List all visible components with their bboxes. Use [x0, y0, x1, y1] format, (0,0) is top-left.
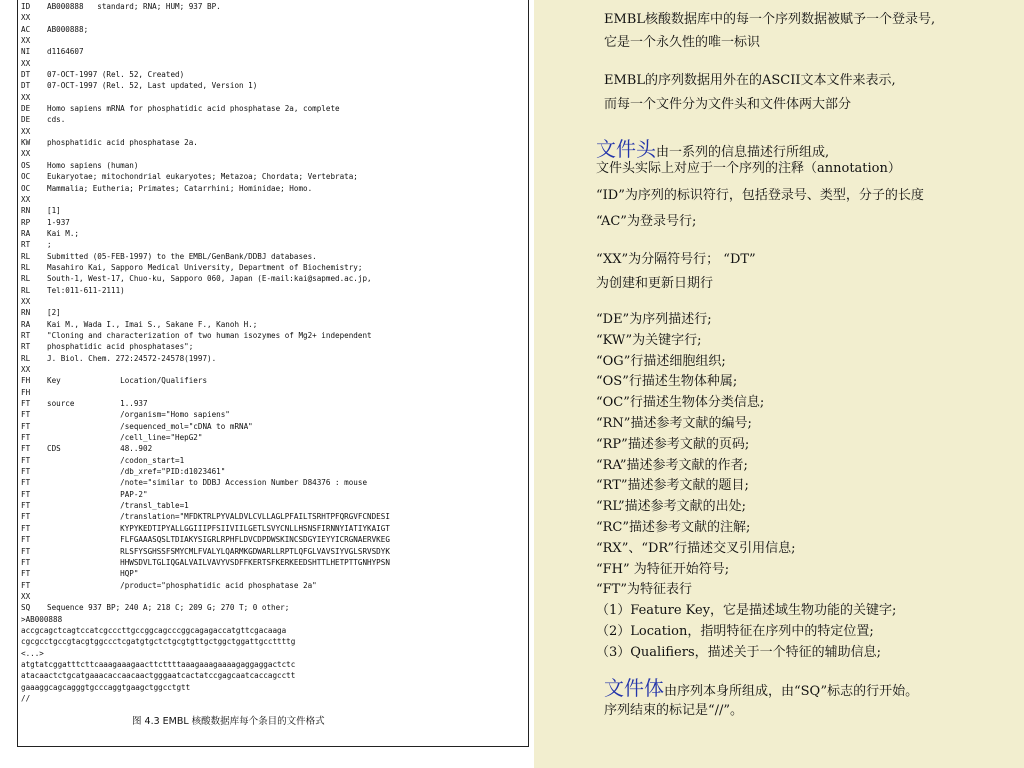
line-code: FT [21, 444, 31, 454]
file-header-desc: 由一系列的信息描述行所组成, [656, 145, 830, 160]
line-content: Submitted (05-FEB-1997) to the EMBL/GenBank/DDBJ databases. [47, 251, 317, 261]
line-code: FT [21, 433, 31, 443]
line-content: RLSFYSGHSSFSMYCMLFVALYLQARMKGDWARLLRPTLQFGLVAVSIYVGLSRVSDYK [47, 546, 390, 556]
embl-row [21, 183, 526, 194]
embl-row [21, 353, 526, 364]
line-code: RP [21, 217, 31, 227]
line-content: "Cloning and characterization of two human isozymes of Mg2+ independent [47, 330, 372, 340]
line-content: cds. [47, 115, 66, 125]
field-descriptions [596, 310, 896, 664]
line-content: /codon_start=1 [47, 455, 185, 465]
field-description-line: （3）Qualifiers，描述关于一个特征的辅助信息; [596, 644, 881, 660]
line-content [47, 591, 526, 602]
embl-row [21, 239, 526, 250]
line-code: DT [21, 81, 31, 91]
embl-row [21, 24, 526, 35]
line-content: Sequence 937 BP; 240 A; 218 C; 209 G; 270 T; 0 other; [47, 603, 290, 613]
line-code: RN [21, 308, 31, 318]
line-code: RL [21, 251, 31, 261]
embl-row [21, 217, 526, 228]
embl-row [21, 580, 526, 591]
line-content [47, 126, 526, 137]
line-content: Homo sapiens (human) [47, 160, 139, 170]
embl-row [21, 114, 526, 125]
embl-row [21, 160, 526, 171]
line-code: KW [21, 138, 31, 148]
line-code: RT [21, 240, 31, 250]
line-content: phosphatidic acid phosphatase 2a. [47, 138, 198, 148]
field-description-line: “RC”描述参考文献的注解; [596, 519, 751, 535]
line-content: 07-OCT-1997 (Rel. 52, Last updated, Version 1) [47, 81, 258, 91]
file-header-line-2: 文件头实际上对应于一个序列的注释（annotation） [596, 161, 901, 176]
line-content: J. Biol. Chem. 272:24572-24578(1997). [47, 353, 217, 363]
line-code: XX [21, 296, 31, 306]
line-content: /sequenced_mol="cDNA to mRNA" [47, 421, 253, 431]
line-code: FT [21, 455, 31, 465]
line-content: /organism="Homo sapiens" [47, 410, 230, 420]
field-description-line: （2）Location，指明特征在序列中的特定位置; [596, 623, 874, 639]
line-content [47, 35, 526, 46]
field-description-line: “RT”描述参考文献的题目; [596, 478, 749, 494]
embl-row [21, 387, 526, 398]
field-description-line: “KW”为关键字行; [596, 332, 702, 348]
embl-row [21, 511, 526, 522]
field-description-line: “FT”为特征表行 [596, 582, 692, 598]
line-code: RA [21, 228, 31, 238]
field-description-line: “OG”行描述细胞组织; [596, 353, 726, 369]
id-line: “ID”为序列的标识符行，包括登录号、类型，分子的长度 [596, 188, 924, 203]
embl-row [21, 307, 526, 318]
embl-row [21, 1, 526, 12]
embl-row [21, 228, 526, 239]
line-code: FT [21, 580, 31, 590]
line-content [47, 387, 526, 398]
embl-row [21, 375, 526, 386]
embl-record [21, 1, 526, 704]
line-content: Homo sapiens mRNA for phosphatidic acid phosphatase 2a, complete [47, 104, 340, 114]
embl-row [21, 364, 526, 375]
notes-panel [534, 0, 1024, 768]
intro-line-1: EMBL核酸数据库中的每一个序列数据被赋予一个登录号, [604, 12, 936, 27]
line-code: FT [21, 467, 31, 477]
line-content: /cell_line="HepG2" [47, 433, 203, 443]
line-code: ID [21, 2, 31, 11]
sequence-line: gaaaggcagcagggtgcccaggtgaagctggcctgtt [21, 682, 191, 692]
line-content: South-1, West-17, Chuo-ku, Sapporo 060, Japan (E-mail:kai@sapmed.ac.jp, [47, 274, 372, 284]
embl-row [21, 262, 526, 273]
embl-row [21, 489, 526, 500]
line-code: FT [21, 501, 31, 511]
line-code: RL [21, 285, 31, 295]
embl-row [21, 466, 526, 477]
line-content: Kai M.; [47, 228, 80, 238]
embl-row [21, 409, 526, 420]
sequence-line: >AB000888 [21, 614, 63, 624]
line-content: /product="phosphatidic acid phosphatase 2a" [47, 580, 317, 590]
embl-row [21, 568, 526, 579]
line-code: FT [21, 410, 31, 420]
file-body-title: 文件体 [604, 676, 664, 700]
line-content: PAP-2" [47, 489, 148, 499]
line-code: OS [21, 160, 31, 170]
line-code: RL [21, 262, 31, 272]
line-code: SQ [21, 603, 31, 613]
embl-row [21, 534, 526, 545]
embl-row [21, 205, 526, 216]
line-content [47, 148, 526, 159]
ac-line: “AC”为登录号行; [596, 214, 697, 229]
line-code: FT [21, 489, 31, 499]
embl-row [21, 546, 526, 557]
line-content: 07-OCT-1997 (Rel. 52, Created) [47, 70, 185, 80]
embl-row [21, 477, 526, 488]
line-code: DE [21, 104, 31, 114]
line-code: FH [21, 387, 31, 397]
field-description-line: “OS”行描述生物体种属; [596, 374, 738, 390]
line-code: FT [21, 399, 31, 409]
field-description-line: “FH” 为特征开始符号; [596, 561, 730, 577]
line-content: d1164607 [47, 47, 84, 57]
file-body-desc: 由序列本身所组成，由“SQ”标志的行开始。 [664, 684, 919, 699]
embl-row [21, 126, 526, 137]
line-code: FT [21, 421, 31, 431]
line-content [47, 194, 526, 205]
line-content: 1-937 [47, 217, 70, 227]
line-content: /note="similar to DDBJ Accession Number D84376 : mouse [47, 478, 368, 488]
embl-row [21, 58, 526, 69]
line-code: XX [21, 13, 31, 23]
sequence-line: <...> [21, 648, 44, 658]
embl-row [21, 171, 526, 182]
embl-row [21, 398, 526, 409]
embl-row [21, 35, 526, 46]
embl-row [21, 443, 526, 454]
field-description-line: “RN”描述参考文献的编号; [596, 415, 752, 431]
sequence-line: cgcgcctgccgtacgtggccctcgatgtgctctgcgtgttgctggctggattgccttttg [21, 637, 296, 647]
embl-row [21, 296, 526, 307]
embl-row [21, 455, 526, 466]
line-code: OC [21, 183, 31, 193]
line-code: FT [21, 557, 31, 567]
line-content: [2] [47, 308, 61, 318]
line-code: FT [21, 478, 31, 488]
line-code: FT [21, 569, 31, 579]
line-code: FT [21, 546, 31, 556]
line-code: DE [21, 115, 31, 125]
line-code: FT [21, 523, 31, 533]
line-code: XX [21, 92, 31, 102]
line-code: XX [21, 365, 31, 374]
embl-row [21, 285, 526, 296]
line-code: FH [21, 376, 31, 386]
field-description-line: “RL”描述参考文献的出处; [596, 499, 746, 515]
embl-row [21, 69, 526, 80]
line-code: XX [21, 36, 31, 46]
embl-row [21, 421, 526, 432]
embl-row [21, 432, 526, 443]
embl-row [21, 319, 526, 330]
embl-row [21, 500, 526, 511]
line-code: XX [21, 591, 31, 601]
embl-row [21, 330, 526, 341]
sequence-line: atgtatcggatttcttcaaagaaagaacttcttttaaagaaagaaaagaggaggactctc [21, 659, 296, 669]
embl-row [21, 12, 526, 23]
line-content: /transl_table=1 [47, 501, 189, 511]
line-code: XX [21, 194, 31, 204]
line-code: XX [21, 126, 31, 136]
embl-row [21, 602, 526, 613]
line-content: HHWSDVLTGLIQGALVAILVAVYVSDFFKERTSFKERKEEDSHTTLHETPTTGNHYPSN [47, 557, 390, 567]
field-description-line: “DE”为序列描述行; [596, 312, 712, 327]
line-content: ; [47, 240, 52, 250]
line-code: RL [21, 353, 31, 363]
line-content: /translation="MFDKTRLPYVALDVLCVLLAGLPFAILTSRHTPFQRGVFCNDESI [47, 512, 390, 522]
intro-line-2: 它是一个永久性的唯一标识 [604, 35, 761, 50]
line-code: DT [21, 70, 31, 80]
intro-line-3: EMBL的序列数据用外在的ASCII文本文件来表示, [604, 73, 896, 88]
line-content: source 1..937 [47, 399, 148, 409]
line-code: AC [21, 24, 31, 34]
line-code: RT [21, 342, 31, 352]
line-code: RA [21, 319, 31, 329]
line-content: phosphatidic acid phosphatases"; [47, 342, 194, 352]
line-code: FT [21, 535, 31, 545]
embl-row [21, 523, 526, 534]
xx-dt-line: “XX”为分隔符号行； “DT” [596, 252, 756, 267]
line-code: XX [21, 149, 31, 159]
field-description-line: “RP”描述参考文献的页码; [596, 436, 750, 452]
line-content: [1] [47, 206, 61, 216]
embl-row [21, 591, 526, 602]
line-content: AB000888; [47, 24, 89, 34]
field-description-line: （1）Feature Key，它是描述域生物功能的关键字; [596, 603, 897, 619]
line-code: RT [21, 330, 31, 340]
embl-row [21, 557, 526, 568]
line-code: OC [21, 172, 31, 182]
line-content [47, 364, 526, 375]
embl-row [21, 194, 526, 205]
line-code: FT [21, 512, 31, 522]
line-content: KYPYKEDTIPYALLGGIIIPFSIIVIILGETLSVYCNLLHSNSFIRNNYIATIYKAIGT [47, 523, 390, 533]
line-content: Masahiro Kai, Sapporo Medical University, Department of Biochemistry; [47, 262, 363, 272]
embl-row [21, 341, 526, 352]
field-description-line: “OC”行描述生物体分类信息; [596, 395, 765, 411]
sequence-line: accgcagctcagtccatcgcccttgccggcagcccggcagagaccatgttcgacaaga [21, 625, 287, 635]
line-content: Tel:011-611-2111) [47, 285, 125, 295]
line-content: CDS 48..902 [47, 444, 153, 454]
embl-row [21, 80, 526, 91]
dt-line: 为创建和更新日期行 [596, 276, 714, 291]
embl-row [21, 92, 526, 103]
file-body-line-2: 序列结束的标记是“//”。 [604, 703, 744, 718]
line-content [47, 12, 526, 23]
line-content: Mammalia; Eutheria; Primates; Catarrhini; Hominidae; Homo. [47, 183, 313, 193]
line-content: AB000888 standard; RNA; HUM; 937 BP. [47, 2, 221, 11]
figure-caption: 图 4.3 EMBL 核酸数据库每个条目的文件格式 [132, 716, 325, 727]
file-header-title: 文件头 [596, 137, 656, 161]
field-description-line: “RA”描述参考文献的作者; [596, 457, 748, 473]
line-content [47, 296, 526, 307]
line-code: RL [21, 274, 31, 284]
embl-row [21, 251, 526, 262]
line-code: RN [21, 206, 31, 216]
embl-row [21, 273, 526, 284]
embl-row [21, 137, 526, 148]
embl-row [21, 46, 526, 57]
line-code: XX [21, 58, 31, 68]
line-content: Kai M., Wada I., Imai S., Sakane F., Kanoh H.; [47, 319, 258, 329]
line-content: Eukaryotae; mitochondrial eukaryotes; Metazoa; Chordata; Vertebrata; [47, 172, 358, 182]
field-description-line: “RX”、“DR”行描述交叉引用信息; [596, 540, 796, 556]
line-content [47, 92, 526, 103]
sequence-line: // [21, 693, 31, 703]
line-code: NI [21, 47, 31, 57]
line-content: HQP" [47, 569, 139, 579]
embl-row [21, 148, 526, 159]
sequence-line: atacaactctgcatgaaacaccaacaactgggaatcactatccgagcaatcaccagcctt [21, 671, 296, 681]
line-content [47, 58, 526, 69]
line-content: Key Location/Qualifiers [47, 376, 208, 386]
intro-line-4: 而每一个文件分为文件头和文件体两大部分 [604, 97, 852, 112]
embl-row [21, 103, 526, 114]
line-content: /db_xref="PID:d1023461" [47, 467, 226, 477]
file-body-heading [604, 676, 918, 704]
line-content: FLFGAAASQSLTDIAKYSIGRLRPHFLDVCDPDWSKINCSDGYIEYYICRGNAERVKEG [47, 535, 390, 545]
